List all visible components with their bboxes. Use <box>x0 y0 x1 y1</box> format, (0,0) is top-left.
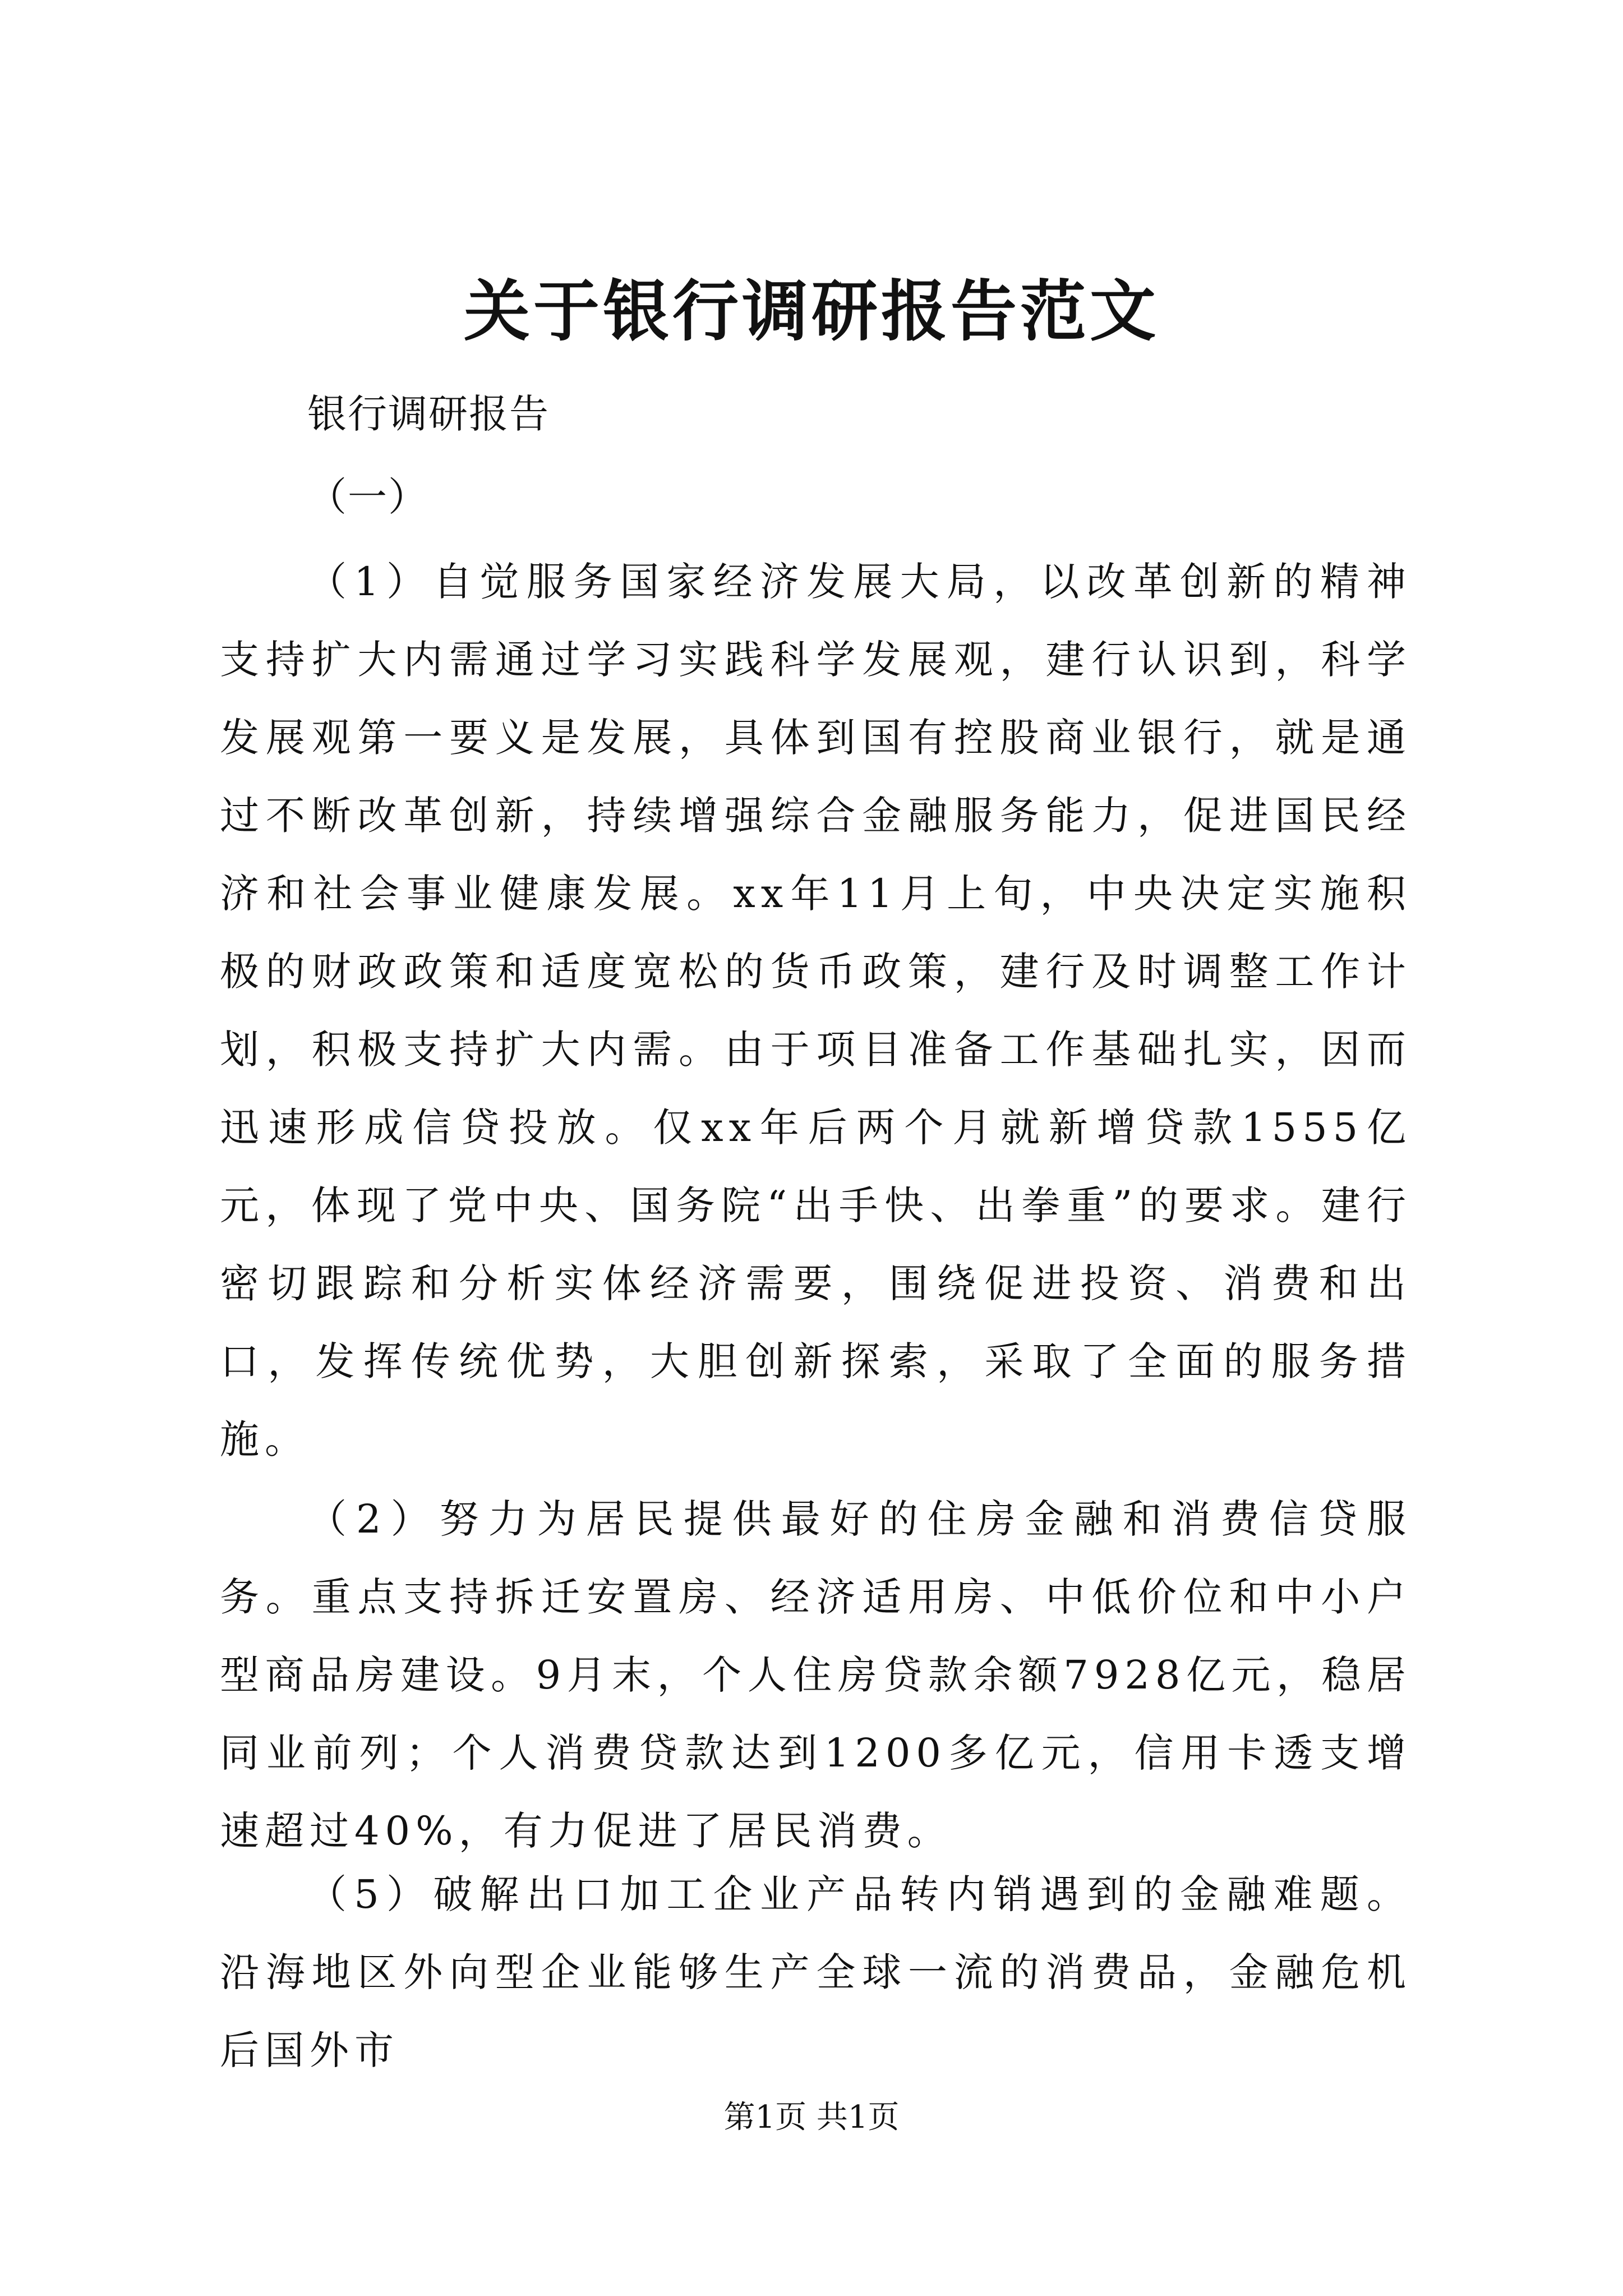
document-subtitle: 银行调研报告 <box>307 391 550 437</box>
paragraph-1: （1）自觉服务国家经济发展大局，以改革创新的精神支持扩大内需通过学习实践科学发展观，建行认识到，科学发展观第一要义是发展，具体到国有控股商业银行，就是通过不断改革创新，持续增强综合金融服务能力，促进国民经济和社会事业健康发展。xx年11月上旬，中央决定实施积极的财政政策和适度宽松的货币政策，建行及时调整工作计划，积极支持扩大内需。由于项目准备工作基础扎实，因而迅速形成信贷投放。仅xx年后两个月就新增贷款1555亿元，体现了党中央、国务院“出手快、出拳重”的要求。建行密切跟踪和分析实体经济需要，围绕促进投资、消费和出口，发挥传统优势，大胆创新探索，采取了全面的服务措施。 <box>220 559 1412 1462</box>
paragraph-2: （2）努力为居民提供最好的住房金融和消费信贷服务。重点支持拆迁安置房、经济适用房、中低价位和中小户型商品房建设。9月末，个人住房贷款余额7928亿元，稳居同业前列；个人消费贷款达到1200多亿元，信用卡透支增速超过40%，有力促进了居民消费。 <box>220 1496 1412 1854</box>
paragraph-3: （5）破解出口加工企业产品转内销遇到的金融难题。沿海地区外向型企业能够生产全球一流的消费品，金融危机后国外市 <box>220 1871 1412 2073</box>
section-marker: （一） <box>307 474 428 520</box>
document-title: 关于银行调研报告范文 <box>463 272 1159 350</box>
page-footer: 第1页 共1页 <box>723 2099 900 2136</box>
